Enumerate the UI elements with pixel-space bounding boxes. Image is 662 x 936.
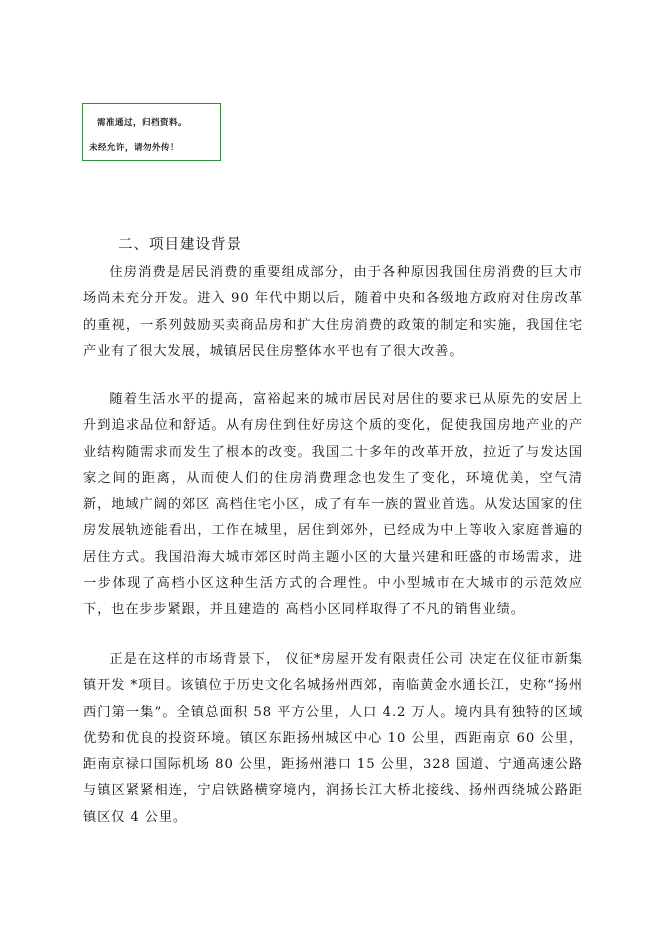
paragraph-text: 住房消费是居民消费的重要组成部分，由于各种原因我国住房消费的巨大市场尚未充分开发。进入 90 年代中期以后，随着中央和各级地方政府对住房改革的重视，一系列鼓励买卖商品房和扩大住房消费的政策的制定和实施，我国住宅产业有了很大发展，城镇居民住房整体水平也有了很大改善。: [83, 265, 583, 359]
paragraph-market-background: [83, 647, 583, 831]
watermark-stamp: [82, 103, 221, 161]
section-heading: 二、项目建设背景: [118, 237, 242, 253]
stamp-line-archive: 需准通过，归档资料。: [97, 118, 188, 128]
paragraph-living-standards: [83, 387, 583, 624]
paragraph-text: 正是在这样的市场背景下， 仪征*房屋开发有限责任公司 决定在仪征市新集镇开发 *项目。该镇位于历史文化名城扬州西郊，南临黄金水通长江，史称“扬州西门第一集”。全镇总面积 58 平方公里，人口 4.2 万人。境内具有独特的区域优势和优良的投资环境。镇区东距扬州城区中心 10 公里，西距南京 60 公里，距南京禄口国际机场 80 公里，距扬州港口 15 公里，328 国道、宁通高速公路与镇区紧紧相连，宁启铁路横穿境内，润扬长江大桥北接线、扬州西绕城公路距镇区仅 4 公里。: [83, 652, 583, 825]
stamp-line-confidential: 未经允许，请勿外传！: [89, 143, 180, 153]
paragraph-text: 随着生活水平的提高，富裕起来的城市居民对居住的要求已从原先的安居上升到追求品位和舒适。从有房住到住好房这个质的变化，促使我国房地产业的产业结构随需求而发生了根本的改变。我国二十多年的改革开放，拉近了与发达国家之间的距离，从而使人们的住房消费理念也发生了变化，环境优美，空气清新，地域广阔的郊区 高档住宅小区，成了有车一族的置业首选。从发达国家的住房发展轨迹能看出，工作在城里，居住到郊外，已经成为中上等收入家庭普遍的居住方式。我国沿海大城市郊区时尚主题小区的大量兴建和旺盛的市场需求，进一步体现了高档小区这种生活方式的合理性。中小型城市在大城市的示范效应下，也在步步紧跟，并且建造的 高档小区同样取得了不凡的销售业绩。: [83, 392, 583, 618]
paragraph-housing-consumption: [83, 260, 583, 365]
